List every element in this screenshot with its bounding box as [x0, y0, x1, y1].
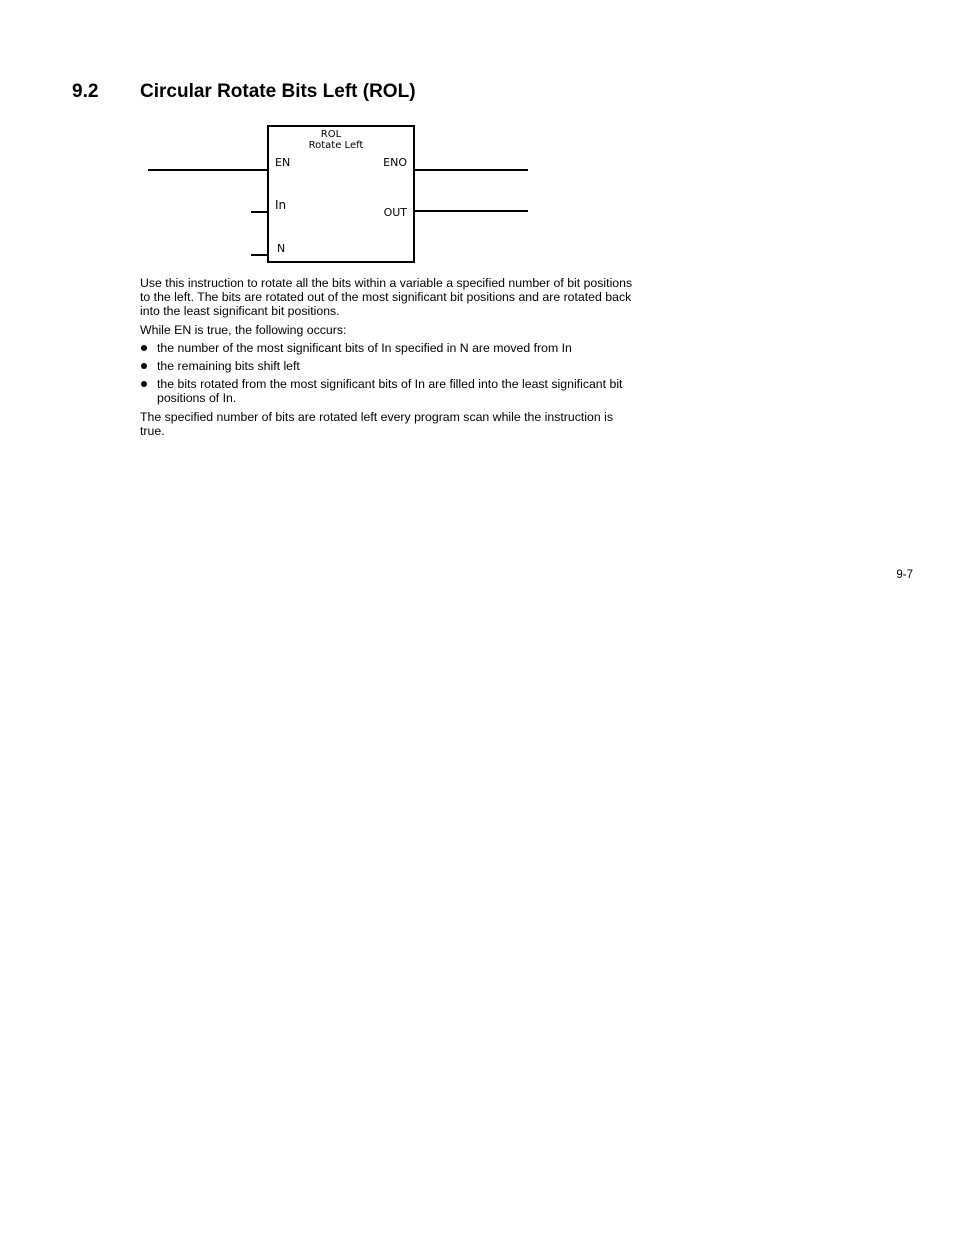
intro-paragraph: Use this instruction to rotate all the bits within a variable a specified number of bit positions to the left. The bits are rotated out of the most significant bit positions and are rotated back into the least significant bit positions. [140, 276, 633, 319]
section-title: Circular Rotate Bits Left (ROL) [140, 81, 416, 102]
section-number: 9.2 [72, 81, 99, 102]
list-item-text: the number of the most significant bits of In specified in N are moved from In [157, 340, 572, 355]
input-label-en: EN [275, 156, 291, 169]
closing-paragraph: The specified number of bits are rotated left every program scan while the instruction is true. [140, 409, 613, 438]
list-item-text: the remaining bits shift left [157, 359, 300, 374]
instruction-description [140, 276, 640, 442]
bullet-icon [141, 363, 147, 369]
block-name: ROL [320, 129, 342, 140]
block-subtitle: Rotate Left [308, 140, 364, 151]
list-item [140, 377, 640, 405]
input-label-in: In [275, 198, 287, 212]
output-label-eno: ENO [383, 156, 407, 169]
bullet-icon [141, 381, 147, 387]
page-number: 9-7 [896, 569, 913, 581]
list-item [140, 359, 640, 373]
operation-list [140, 341, 640, 406]
condition-paragraph: While EN is true, the following occurs: [140, 322, 347, 337]
list-item-text: the bits rotated from the most significant bits of In are filled into the least significant bit positions of In. [157, 377, 623, 406]
input-label-n: N [277, 242, 286, 255]
list-item [140, 341, 640, 355]
bullet-icon [141, 345, 147, 351]
output-label-out: OUT [383, 206, 407, 219]
rol-function-block-diagram [140, 120, 540, 270]
